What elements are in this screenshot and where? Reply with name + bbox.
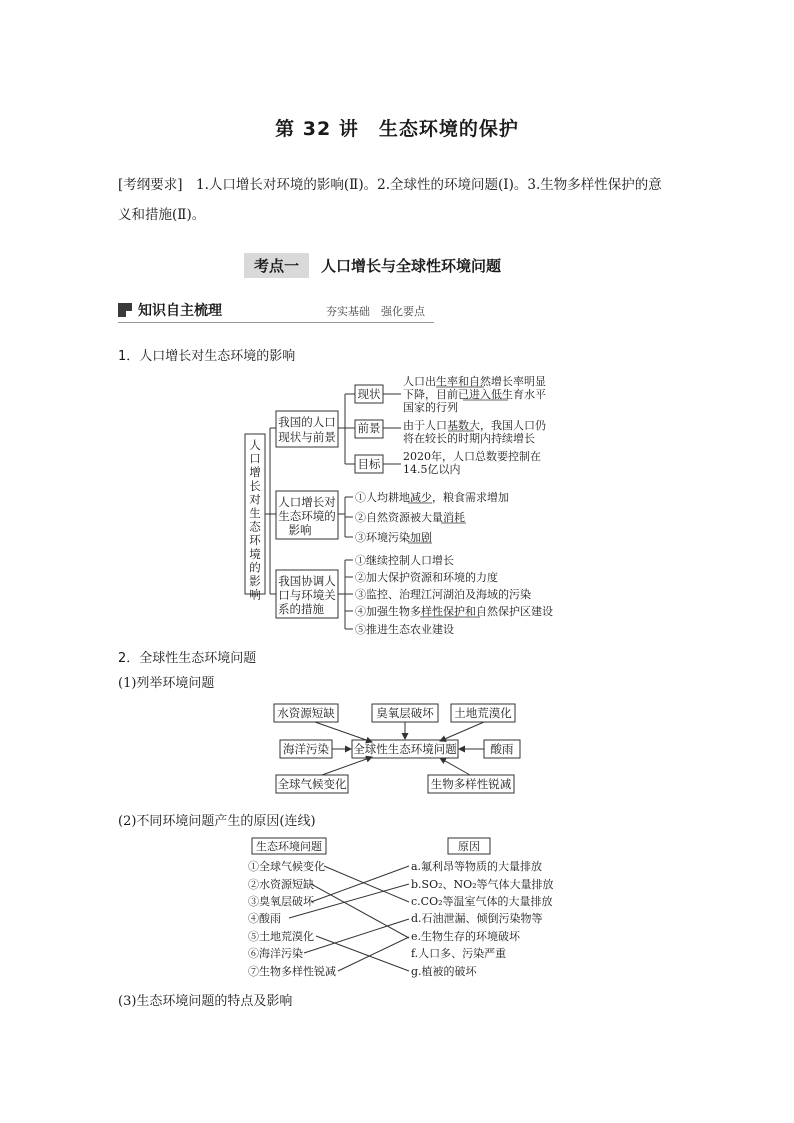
root-char: 生: [249, 506, 261, 520]
tag-goal: 目标: [357, 457, 381, 471]
goal-text-2: 14.5亿以内: [403, 463, 461, 476]
section-2-heading: 2．全球性生态环境问题: [118, 651, 257, 666]
box3-line-1: 我国协调人: [278, 574, 336, 588]
page-title: 第 32 讲 生态环境的保护: [275, 118, 519, 140]
effect-1: ①人均耕地减少，粮食需求增加: [355, 491, 509, 504]
left-item-5: ⑤土地荒漠化: [248, 930, 314, 943]
center-node: 全球性生态环境问题: [353, 742, 457, 756]
left-item-6: ⑥海洋污染: [248, 947, 303, 960]
right-item-b: b.SO₂、NO₂等气体大量排放: [411, 878, 554, 891]
problem-desert: 土地荒漠化: [454, 706, 512, 720]
problem-climate: 全球气候变化: [277, 777, 347, 791]
left-item-4: ④酸雨: [248, 912, 281, 925]
problem-biodiversity: 生物多样性锐减: [430, 777, 512, 791]
prospect-text-2: 将在较长的时期内持续增长: [403, 432, 535, 445]
root-char: 境: [249, 546, 261, 561]
box3-line-2: 口与环境关: [278, 588, 336, 602]
section-1-heading: 1．人口增长对生态环境的影响: [118, 349, 296, 364]
root-char: 环: [249, 533, 261, 548]
root-char: 口: [249, 451, 261, 466]
root-char: 响: [249, 587, 261, 602]
right-item-g: g.植被的破坏: [411, 965, 477, 978]
right-item-f: f.人口多、污染严重: [411, 947, 507, 960]
measure-4: ④加强生物多样性保护和自然保护区建设: [355, 605, 553, 618]
requirements-line-1: [考纲要求] 1.人口增长对环境的影响(Ⅱ)。2.全球性的环境问题(Ⅰ)。3.生物多样性保护的意: [118, 177, 662, 193]
root-char: 的: [249, 560, 261, 575]
measure-1: ①继续控制人口增长: [355, 554, 454, 567]
measure-5: ⑤推进生态农业建设: [355, 623, 454, 636]
measure-2: ②加大保护资源和环境的力度: [355, 571, 498, 584]
box1-line-2: 现状与前景: [278, 430, 336, 444]
kaodian-tag: 考点一: [244, 253, 309, 278]
subsection-2: (2)不同环境问题产生的原因(连线): [118, 814, 316, 829]
right-item-c: c.CO₂等温室气体的大量排放: [411, 895, 553, 908]
root-char: 长: [249, 478, 261, 493]
problem-acid-rain: 酸雨: [490, 742, 514, 756]
right-item-e: e.生物生存的环境破坏: [411, 930, 521, 943]
tag-status: 现状: [357, 387, 381, 401]
status-text-3: 国家的行列: [403, 401, 458, 414]
left-item-3: ③臭氧层破坏: [248, 895, 314, 908]
root-char: 人: [249, 438, 261, 452]
left-header: 生态环境问题: [256, 840, 322, 853]
problem-water: 水资源短缺: [277, 706, 335, 720]
status-text-1: 人口出生率和自然增长率明显: [403, 375, 546, 388]
status-text-2: 下降，目前已进入低生育水平: [403, 388, 546, 401]
root-char: 对: [249, 492, 261, 507]
problem-ozone: 臭氧层破坏: [376, 706, 434, 720]
banner-subtitle: 夯实基础 强化要点: [326, 305, 425, 318]
prospect-text-1: 由于人口基数大，我国人口仍: [403, 419, 546, 432]
requirements-line-2: 义和措施(Ⅱ)。: [118, 207, 206, 223]
box2-line-3: 影响: [288, 523, 312, 537]
right-item-d: d.石油泄漏、倾倒污染物等: [411, 912, 543, 925]
measure-3: ③监控、治理江河湖泊及海域的污染: [355, 588, 531, 601]
right-item-a: a.氟利昂等物质的大量排放: [411, 860, 543, 873]
left-item-7: ⑦生物多样性锐减: [248, 965, 336, 978]
subsection-3: (3)生态环境问题的特点及影响: [118, 994, 293, 1009]
effect-3: ③环境污染加剧: [355, 531, 432, 544]
root-char: 态: [249, 519, 261, 534]
box1-line-1: 我国的人口: [278, 415, 336, 429]
subsection-1: (1)列举环境问题: [118, 676, 215, 691]
tag-prospect: 前景: [357, 421, 381, 435]
goal-text-1: 2020年，人口总数要控制在: [403, 450, 541, 463]
problem-ocean: 海洋污染: [283, 742, 329, 756]
right-header: 原因: [458, 840, 480, 853]
box2-line-1: 人口增长对: [278, 495, 336, 509]
box2-line-2: 生态环境的: [278, 509, 336, 523]
effect-2: ②自然资源被大量消耗: [355, 511, 465, 524]
root-char: 影: [249, 574, 261, 588]
root-char: 增: [249, 465, 261, 480]
banner-title: 知识自主梳理: [138, 303, 222, 319]
left-item-1: ①全球气候变化: [248, 860, 325, 873]
left-item-2: ②水资源短缺: [248, 878, 314, 891]
kaodian-title: 人口增长与全球性环境问题: [321, 256, 502, 275]
box3-line-3: 系的措施: [278, 602, 324, 616]
